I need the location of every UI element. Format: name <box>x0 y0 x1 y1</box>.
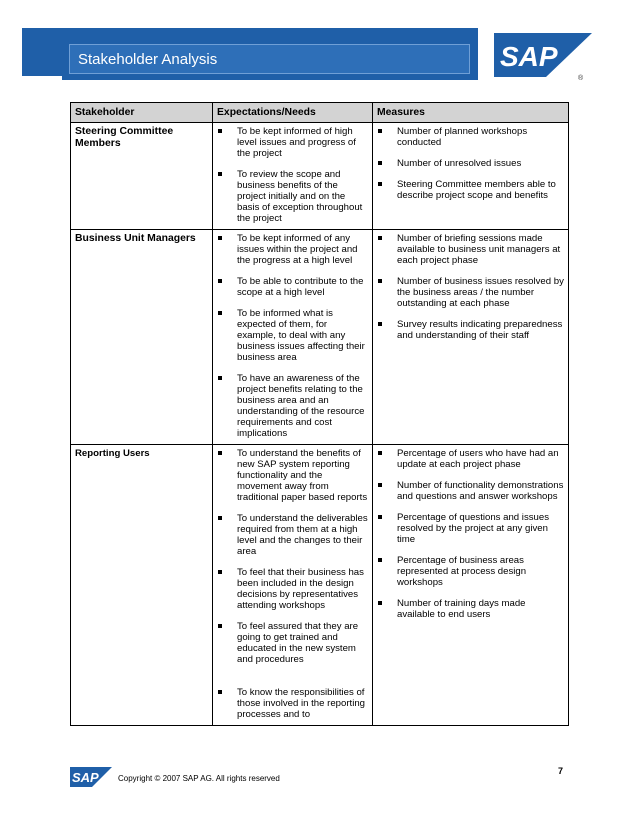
table-row <box>71 230 569 445</box>
list-item: To understand the deliverables required from them at a high level and the changes to their area <box>217 513 368 557</box>
footer-sap-logo <box>70 767 112 787</box>
list-item: Number of planned workshops conducted <box>377 126 564 148</box>
list-item: Percentage of questions and issues resolved by the project at any given time <box>377 512 564 545</box>
list-item: To be informed what is expected of them, for example, to deal with any business issues affecting their business area <box>217 308 368 363</box>
measures-cell <box>373 230 569 445</box>
list-item: Steering Committee members able to describe project scope and benefits <box>377 179 564 201</box>
sap-logo-text: SAP <box>500 41 558 72</box>
page-title: Stakeholder Analysis <box>78 51 218 68</box>
list-item: To understand the benefits of new SAP system reporting functionality and the movement away from traditional paper based reports <box>217 448 368 503</box>
sap-logo <box>494 33 592 81</box>
stakeholder-cell: Business Unit Managers <box>71 230 213 445</box>
list-item: Number of unresolved issues <box>377 158 564 169</box>
measures-cell <box>373 123 569 230</box>
stakeholder-table <box>70 102 569 726</box>
list-item: To have an awareness of the project benefits relating to the business area and an understanding of the resource requirements and cost implications <box>217 373 368 439</box>
list-item: To feel that their business has been included in the design decisions by representatives attending workshops <box>217 567 368 611</box>
list-item: Number of functionality demonstrations and questions and answer workshops <box>377 480 564 502</box>
list-item: Percentage of business areas represented at process design workshops <box>377 555 564 588</box>
column-header-measures: Measures <box>373 103 569 123</box>
list-item: To feel assured that they are going to get trained and educated in the new system and procedures <box>217 621 368 665</box>
table-header-row <box>71 103 569 123</box>
list-item: To be able to contribute to the scope at a high level <box>217 276 368 298</box>
column-header-stakeholder: Stakeholder <box>71 103 213 123</box>
stakeholder-cell: Steering Committee Members <box>71 123 213 230</box>
list-item: Number of briefing sessions made available to business unit managers at each project phase <box>377 233 564 266</box>
expectations-cell <box>213 123 373 230</box>
column-header-expectations: Expectations/Needs <box>213 103 373 123</box>
list-item: Percentage of users who have had an update at each project phase <box>377 448 564 470</box>
measures-cell <box>373 445 569 726</box>
list-item: Number of business issues resolved by the business areas / the number outstanding at each phase <box>377 276 564 309</box>
list-item: Survey results indicating preparedness and understanding of their staff <box>377 319 564 341</box>
header-accent-block <box>22 28 62 76</box>
list-item: To know the responsibilities of those involved in the reporting processes and to <box>217 687 368 720</box>
table-row <box>71 123 569 230</box>
expectations-cell <box>213 230 373 445</box>
list-item: To be kept informed of high level issues and progress of the project <box>217 126 368 159</box>
registered-mark: ® <box>578 75 584 81</box>
stakeholder-cell: Reporting Users <box>71 445 213 726</box>
list-item: To be kept informed of any issues within the project and the progress at a high level <box>217 233 368 266</box>
list-item: Number of training days made available to end users <box>377 598 564 620</box>
table-row <box>71 445 569 726</box>
copyright-notice: Copyright © 2007 SAP AG. All rights reserved <box>118 774 280 783</box>
footer-logo-text: SAP <box>72 770 99 785</box>
list-item: To review the scope and business benefits of the project initially and on the basis of exception throughout the project <box>217 169 368 224</box>
page-number: 7 <box>558 766 564 776</box>
expectations-cell <box>213 445 373 726</box>
